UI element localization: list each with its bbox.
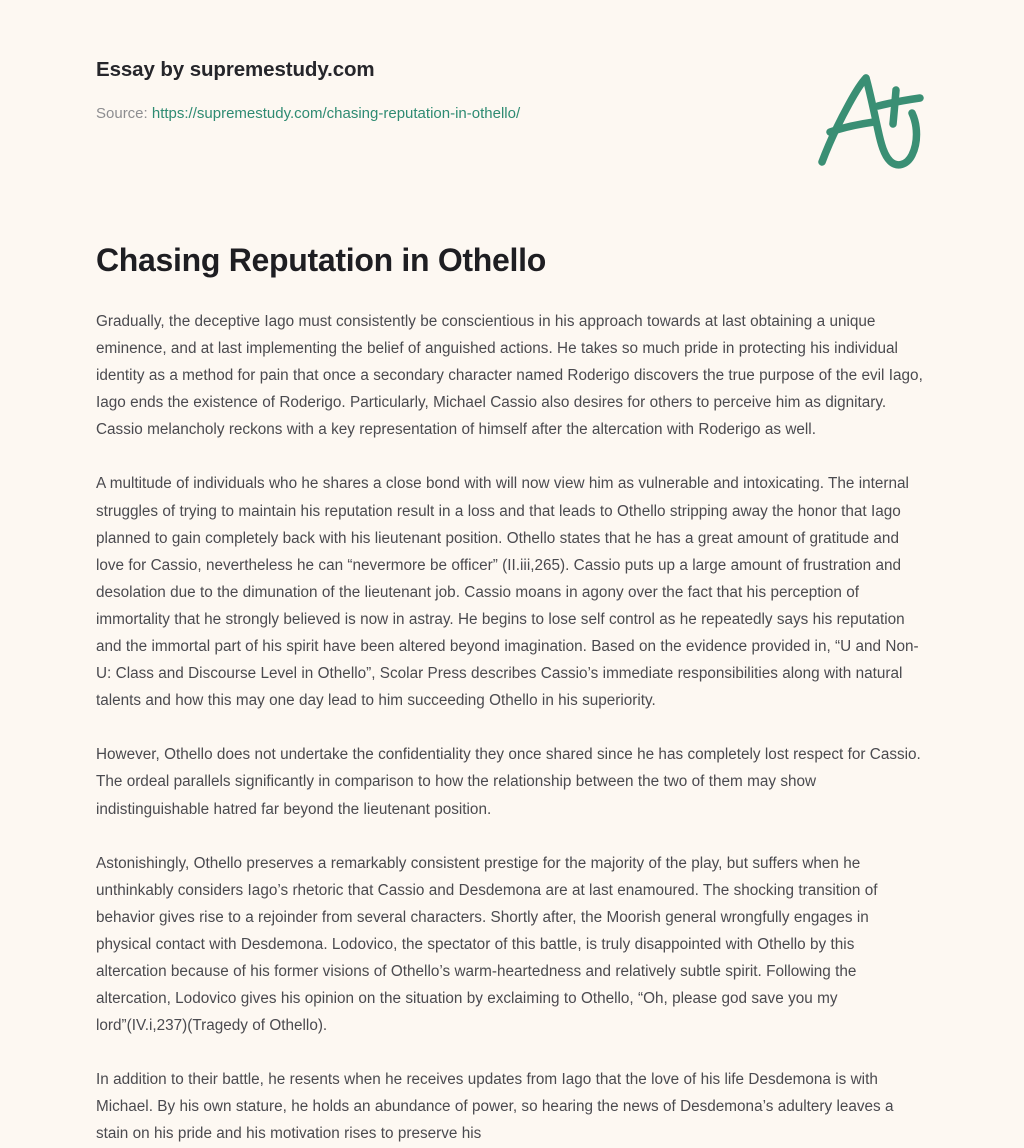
source-label: Source: (96, 104, 148, 122)
paragraph: Gradually, the deceptive Iago must consistently be conscientious in his approach towards at last obtaining a unique eminence, and at last implementing the belief of anguished actions. He takes so much pride in protecting his individual identity as a method for pain that once a secondary character named Roderigo discovers the true purpose of the evil Iago, Iago ends the existence of Roderigo. Particularly, Michael Cassio also desires for others to perceive him as dignitary. Cassio melancholy reckons with a key representation of himself after the altercation with Roderigo as well. (96, 313, 923, 439)
paragraph: Astonishingly, Othello preserves a remarkably consistent prestige for the majority of the play, but suffers when he unthinkably considers Iago’s rhetoric that Cassio and Desdemona are at last enamoured. The shocking transition of behavior gives rise to a rejoinder from several characters. Shortly after, the Moorish general wrongfully engages in physical contact with Desdemona. Lodovico, the spectator of this battle, is truly disappointed with Othello by this altercation because of his former visions of Othello’s warm-heartedness and relatively subtle spirit. Following the altercation, Lodovico gives his opinion on the situation by exclaiming to Othello, “Oh, please god save you my lord”(IV.i,237)(Tragedy of Othello). (96, 854, 878, 1035)
paragraph: A multitude of individuals who he shares a close bond with will now view him as vulnerable and intoxicating. The internal struggles of trying to maintain his reputation result in a loss and that leads to Othello stripping away the honor that Iago planned to gain completely back with his lieutenant position. Othello states that he has a great amount of gratitude and love for Cassio, nevertheless he can “nevermore be officer” (II.iii,265). Cassio puts up a large amount of frustration and desolation due to the dimunation of the lieutenant job. Cassio moans in agony over the fact that his perception of immortality that he strongly believed is now in astray. He begins to lose self control as he repeatedly says his reputation and the immortal part of his spirit have been altered beyond imagination. Based on the evidence provided in, “U and Non-U: Class and Discourse Level in Othello”, Scolar Press describes Cassio’s immediate responsibilities along with natural talents and how this may one day lead to him succeeding Othello in his superiority. (96, 475, 919, 710)
page-header (96, 58, 796, 123)
a-plus-logo-icon (812, 62, 936, 174)
source-url-link[interactable]: https://supremestudy.com/chasing-reputation-in-othello/ (151, 104, 521, 122)
article-body (96, 308, 928, 1148)
paragraph: In addition to their battle, he resents when he receives updates from Iago that the love of his life Desdemona is with Michael. By his own stature, he holds an abundance of power, so hearing the news of Desdemona’s adultery leaves a stain on his pride and his motivation rises to preserve his (96, 1071, 894, 1143)
paragraph: However, Othello does not undertake the confidentiality they once shared since he has completely lost respect for Cassio. The ordeal parallels significantly in comparison to how the relationship between the two of them may show indistinguishable hatred far beyond the lieutenant position. (96, 746, 921, 818)
byline: Essay by supremestudy.com (96, 58, 375, 81)
page-title: Chasing Reputation in Othello (96, 242, 546, 278)
source-line (96, 105, 796, 124)
